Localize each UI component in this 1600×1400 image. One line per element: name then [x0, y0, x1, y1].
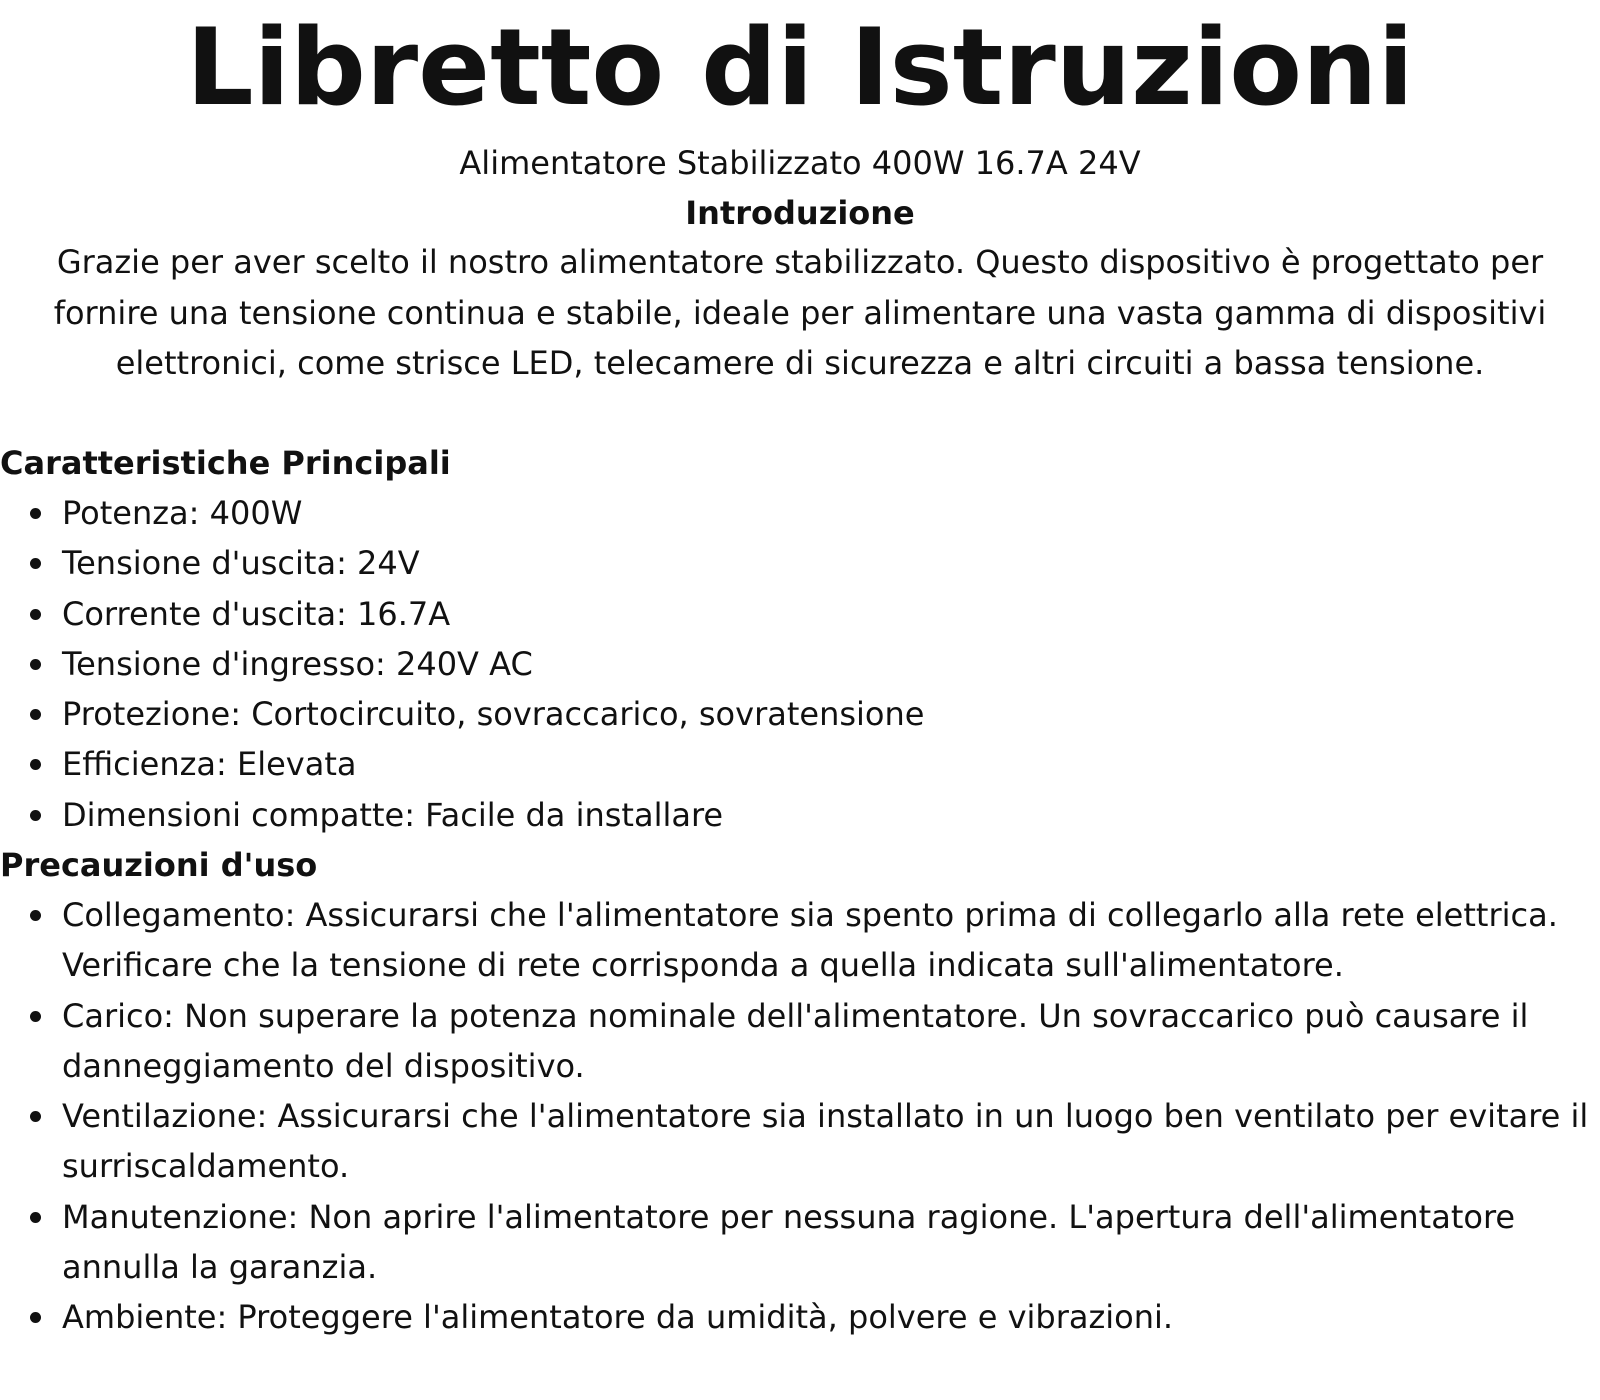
- intro-paragraph: Grazie per aver scelto il nostro alimentatore stabilizzato. Questo dispositivo è progettato per fornire una tensione continua e stabile, ideale per alimentare una vasta gamma di dispositivi elettronici, come strisce LED, telecamere di sicurezza e altri circuiti a bassa tensione.: [53, 243, 1547, 382]
- bullet-icon: [30, 508, 41, 519]
- precautions-heading: Precauzioni d'uso: [0, 846, 318, 884]
- precaution-text: Manutenzione: Non aprire l'alimentatore per nessuna ragione. L'apertura dell'alimentatore annulla la garanzia.: [62, 1197, 1516, 1287]
- feature-text: Protezione: Cortocircuito, sovraccarico, sovratensione: [62, 695, 925, 734]
- bullet-icon: [30, 1111, 41, 1122]
- precautions-list: [0, 890, 1600, 1343]
- bullet-icon: [30, 910, 41, 921]
- features-list: [0, 488, 1600, 840]
- bullet-icon: [30, 759, 41, 770]
- intro-heading: Introduzione: [685, 194, 915, 232]
- list-item: [0, 689, 1600, 739]
- list-item: [0, 488, 1600, 538]
- precaution-text: Ventilazione: Assicurarsi che l'alimentatore sia installato in un luogo ben ventilato per evitare il surriscaldamento.: [62, 1097, 1589, 1186]
- page-title: Libretto di Istruzioni: [186, 6, 1414, 129]
- bullet-icon: [30, 1011, 41, 1022]
- bullet-icon: [30, 1312, 41, 1323]
- precaution-text: Collegamento: Assicurarsi che l'alimentatore sia spento prima di collegarlo alla rete elettrica. Verificare che la tensione di rete corrisponda a quella indicata sull'alimentatore.: [62, 896, 1558, 985]
- feature-text: Tensione d'uscita: 24V: [62, 544, 420, 583]
- list-item: [0, 1292, 1600, 1342]
- bullet-icon: [30, 558, 41, 569]
- feature-text: Efficienza: Elevata: [62, 745, 357, 784]
- list-item: [0, 991, 1600, 1092]
- list-item: [0, 1192, 1600, 1293]
- feature-text: Corrente d'uscita: 16.7A: [62, 594, 451, 633]
- feature-text: Dimensioni compatte: Facile da installare: [62, 795, 724, 834]
- precaution-text: Carico: Non superare la potenza nominale dell'alimentatore. Un sovraccarico può causare il danneggiamento del dispositivo.: [62, 996, 1529, 1085]
- list-item: [0, 1091, 1600, 1192]
- list-item: [0, 739, 1600, 789]
- feature-text: Tensione d'ingresso: 240V AC: [62, 644, 533, 683]
- list-item: [0, 538, 1600, 588]
- list-item: [0, 890, 1600, 991]
- list-item: [0, 790, 1600, 840]
- bullet-icon: [30, 659, 41, 670]
- feature-text: Potenza: 400W: [62, 494, 303, 532]
- bullet-icon: [30, 709, 41, 720]
- precaution-text: Ambiente: Proteggere l'alimentatore da umidità, polvere e vibrazioni.: [62, 1298, 1174, 1337]
- list-item: [0, 589, 1600, 639]
- bullet-icon: [30, 810, 41, 821]
- list-item: [0, 639, 1600, 689]
- features-heading: Caratteristiche Principali: [0, 444, 451, 482]
- bullet-icon: [30, 1212, 41, 1223]
- product-subtitle: Alimentatore Stabilizzato 400W 16.7A 24V: [459, 144, 1141, 182]
- bullet-icon: [30, 609, 41, 620]
